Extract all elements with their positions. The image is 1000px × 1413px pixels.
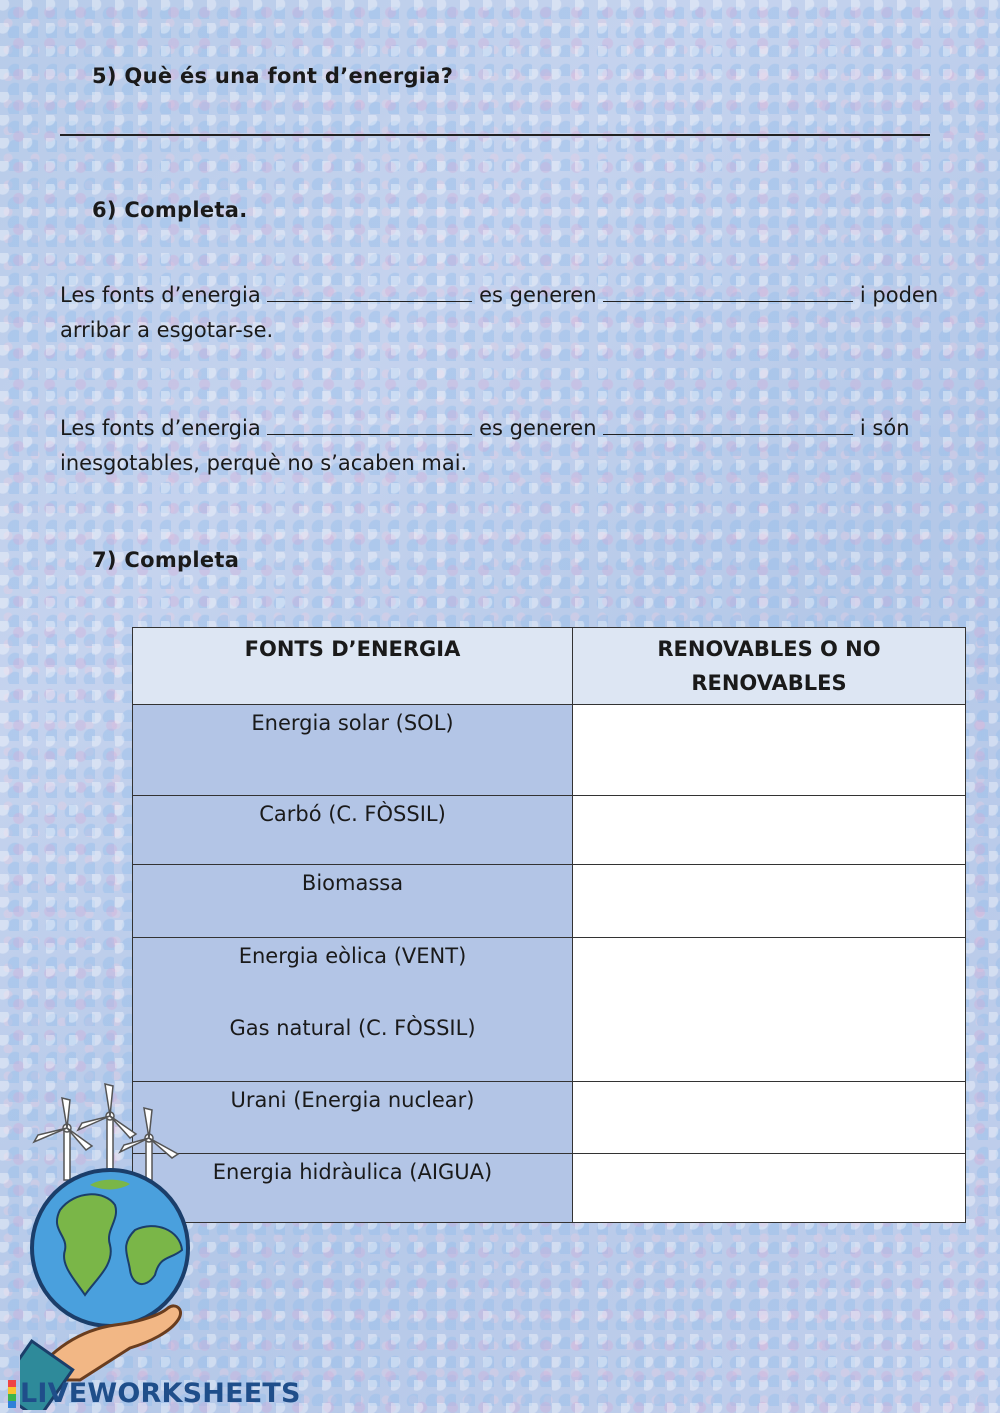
row-answer-cell[interactable] [573, 1154, 966, 1223]
p1-text-c: i poden [859, 283, 939, 307]
row-answer-cell[interactable] [573, 796, 966, 865]
question-6-paragraph-2 [60, 411, 940, 481]
liveworksheets-logo [8, 1378, 301, 1409]
question-5-title: 5) Què és una font d’energia? [92, 64, 454, 88]
p1-text-d: arribar a esgotar-se. [60, 318, 274, 342]
row-source: Biomassa [133, 865, 573, 938]
p1-blank-2[interactable] [603, 283, 853, 302]
row-answer-cell[interactable] [573, 938, 966, 1082]
row-source: Energia hidràulica (AIGUA) [133, 1154, 573, 1223]
header-renewable [573, 628, 966, 705]
table-row [133, 1082, 966, 1154]
p2-blank-1[interactable] [267, 416, 472, 435]
row-answer-cell[interactable] [573, 865, 966, 938]
question-5-answer-line[interactable] [60, 134, 930, 136]
row-answer-cell[interactable] [573, 705, 966, 796]
question-7-title: 7) Completa [92, 548, 240, 572]
p1-text-a: Les fonts d’energia [60, 283, 261, 307]
energy-sources-table [132, 627, 966, 1223]
header-renewable-line2: RENOVABLES [691, 671, 847, 695]
row-answer-cell[interactable] [573, 1082, 966, 1154]
question-6-paragraph-1 [60, 278, 940, 348]
p2-text-c: i són [859, 416, 910, 440]
row-source-line: Gas natural (C. FÒSSIL) [229, 1016, 476, 1040]
brand-live-stripe-icon [8, 1380, 16, 1408]
row-source: Urani (Energia nuclear) [133, 1082, 573, 1154]
p1-text-b: es generen [479, 283, 597, 307]
p2-text-b: es generen [479, 416, 597, 440]
question-6-title: 6) Completa. [92, 198, 248, 222]
p1-blank-1[interactable] [267, 283, 472, 302]
table-row [133, 1154, 966, 1223]
row-source: Carbó (C. FÒSSIL) [133, 796, 573, 865]
table-row [133, 865, 966, 938]
earth-hand-wind-turbines-illustration [20, 1080, 220, 1410]
table-header-row [133, 628, 966, 705]
row-source [133, 938, 573, 1082]
table-row [133, 705, 966, 796]
table-row [133, 938, 966, 1082]
p2-blank-2[interactable] [603, 416, 853, 435]
header-energy-sources: FONTS D’ENERGIA [133, 628, 573, 705]
globe-icon [32, 1170, 188, 1326]
brand-name: LIVEWORKSHEETS [20, 1378, 301, 1409]
table-row [133, 796, 966, 865]
p2-text-d: inesgotables, perquè no s’acaben mai. [60, 451, 468, 475]
row-source-line: Energia eòlica (VENT) [238, 944, 467, 968]
row-source: Energia solar (SOL) [133, 705, 573, 796]
header-renewable-line1: RENOVABLES O NO [657, 637, 881, 661]
p2-text-a: Les fonts d’energia [60, 416, 261, 440]
wind-turbines-icon [34, 1084, 178, 1180]
